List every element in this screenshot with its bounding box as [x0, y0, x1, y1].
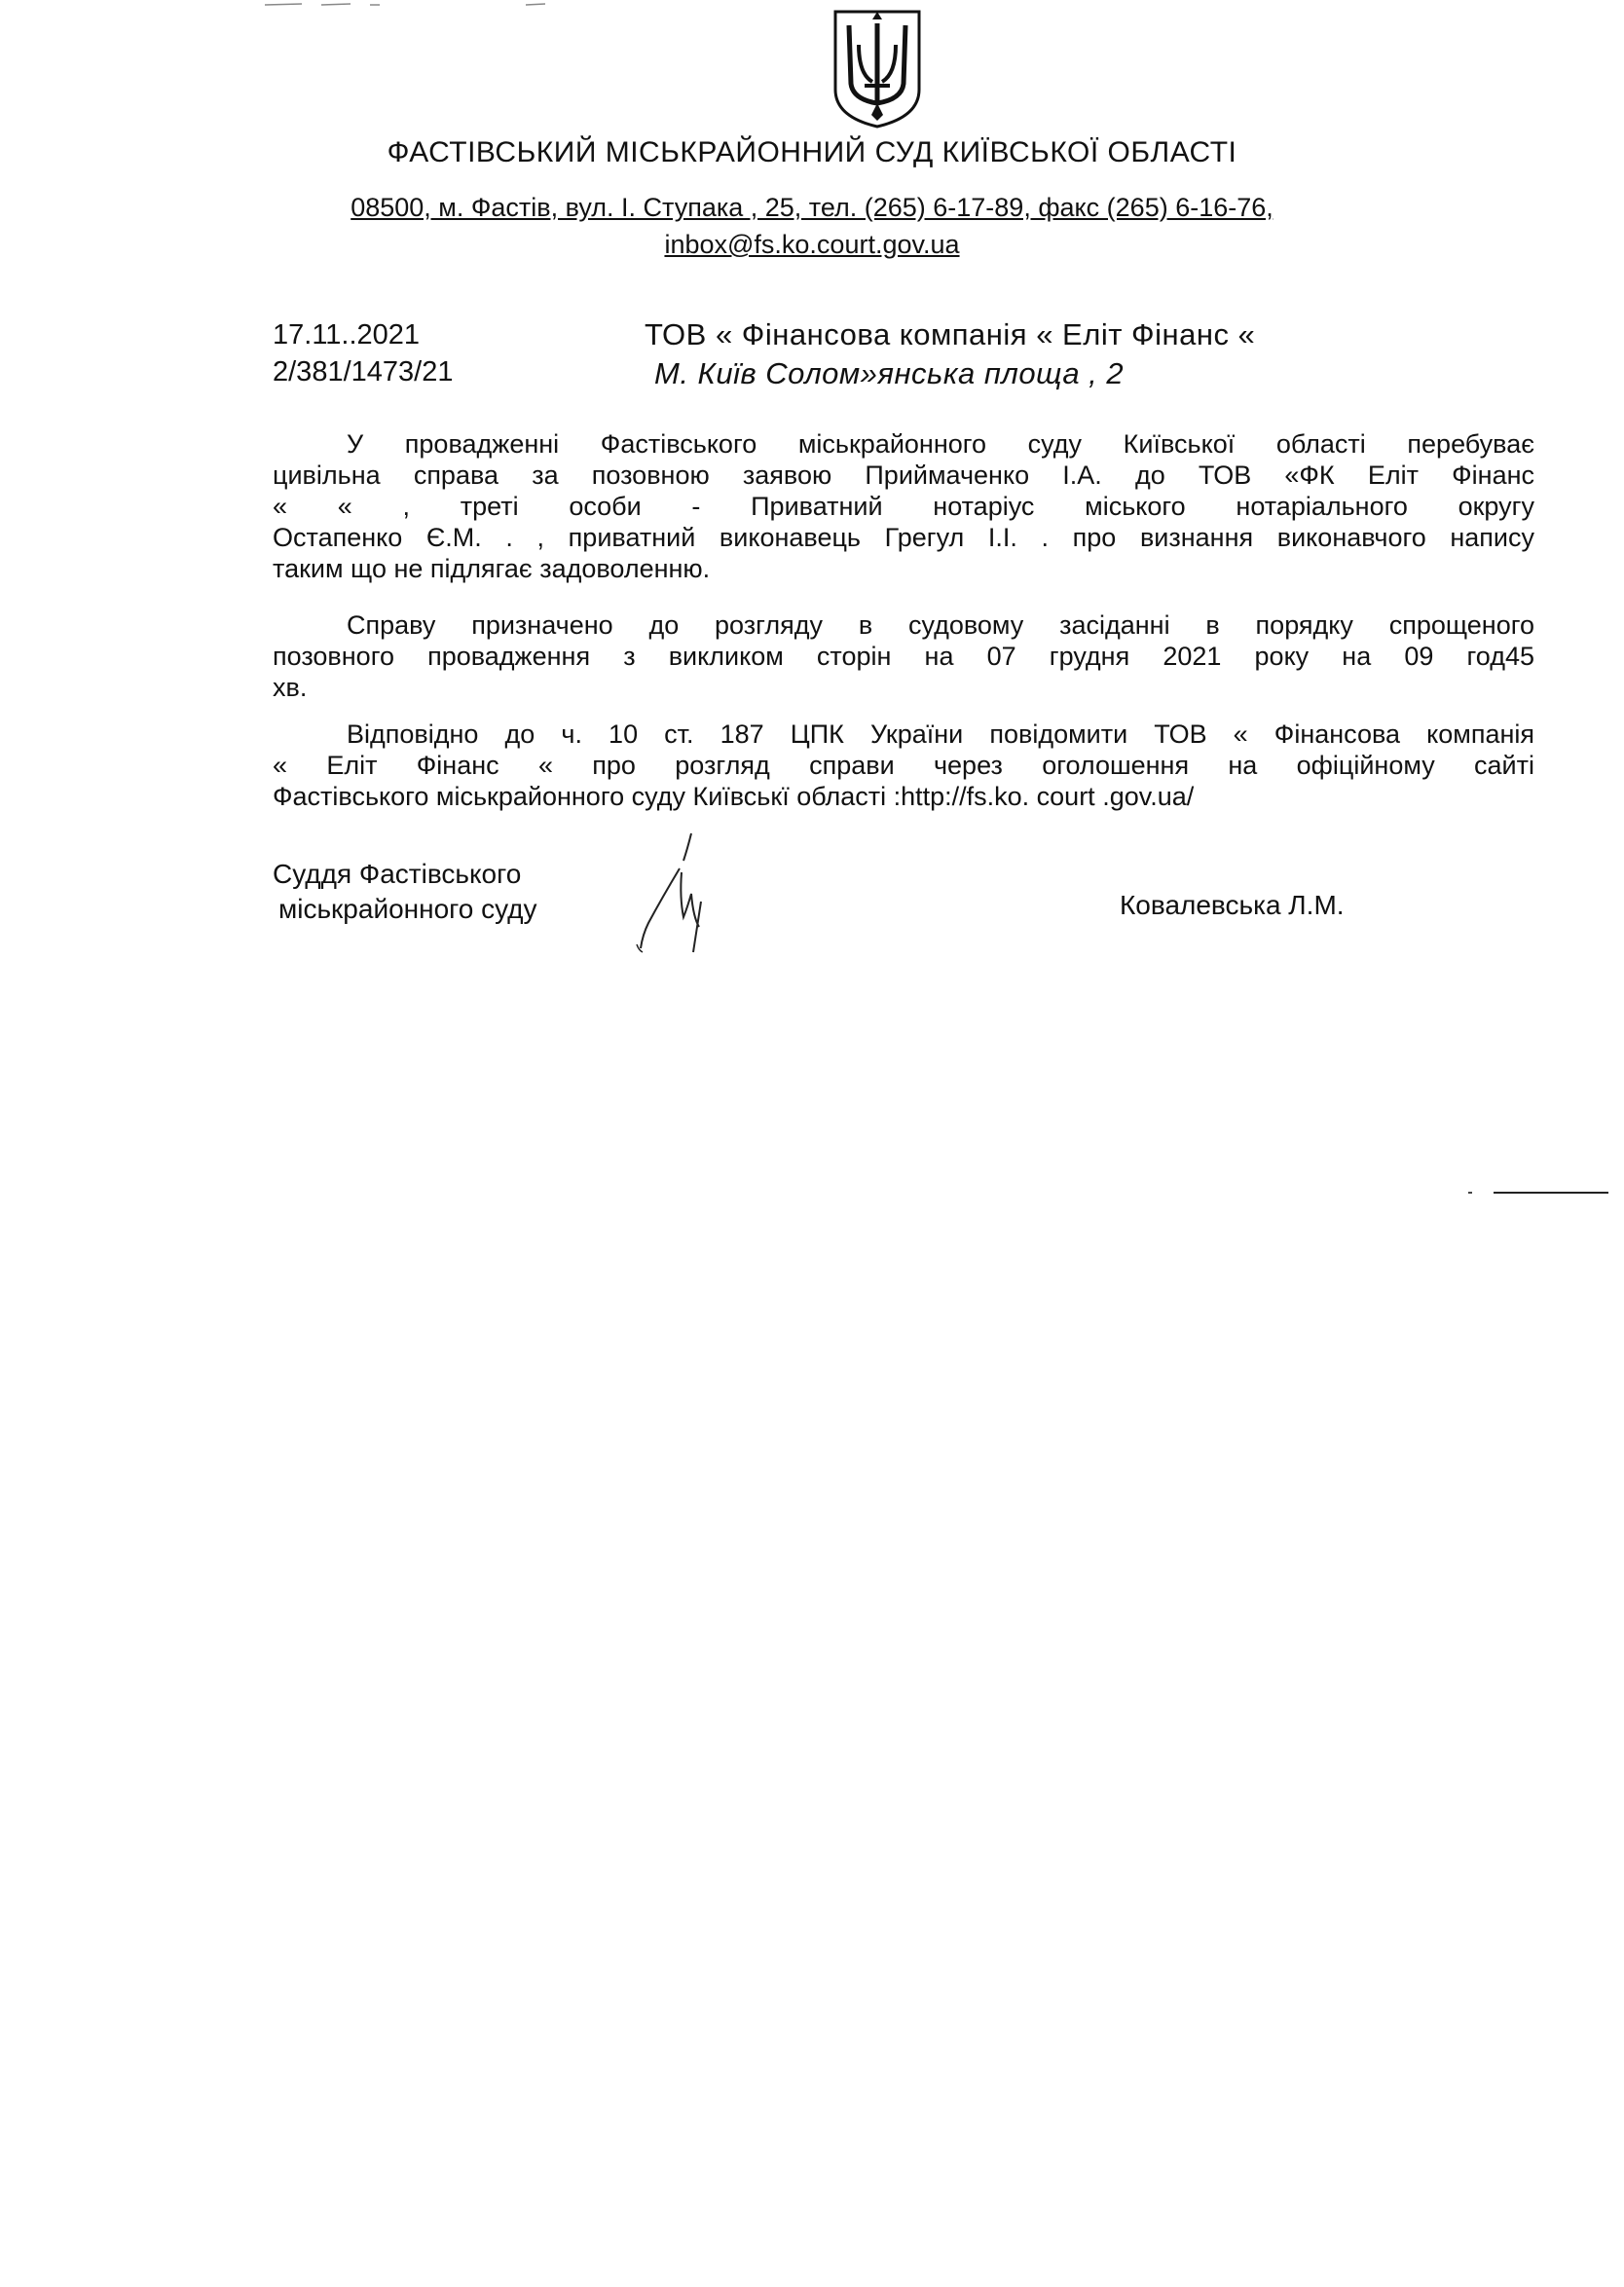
addressee-name: ТОВ « Фінансова компанія « Еліт Фінанс « — [645, 317, 1256, 351]
body-line: « Еліт Фінанс « про розгляд справи через оголошення на офіційному сайті — [273, 751, 1534, 780]
judge-name: Ковалевська Л.М. — [1120, 890, 1345, 920]
body-line: « « , треті особи - Приватний нотаріус міського нотаріального округу — [273, 492, 1534, 521]
body-line: хв. — [273, 673, 308, 702]
court-email: inbox@fs.ko.court.gov.ua — [664, 230, 960, 259]
body-line: Відповідно до ч. 10 ст. 187 ЦПК України повідомити ТОВ « Фінансова компанія — [347, 719, 1534, 749]
body-line: У провадженні Фастівського міськрайонного суду Київської області перебуває — [347, 429, 1534, 459]
trident-coat-of-arms-icon — [830, 6, 925, 130]
letter-date: 17.11..2021 — [273, 319, 421, 350]
body-line: цивільна справа за позовною заявою Приймаченко І.А. до ТОВ «ФК Еліт Фінанс — [273, 461, 1534, 490]
court-address: 08500, м. Фастів, вул. І. Ступака , 25, тел. (265) 6-17-89, факс (265) 6-16-76, — [351, 193, 1273, 222]
court-name-heading: ФАСТІВСЬКИЙ МІСЬКРАЙОННИЙ СУД КИЇВСЬКОЇ ОБЛАСТІ — [387, 136, 1237, 168]
body-line: Остапенко Є.М. . , приватний виконавець Грегул І.І. . про визнання виконавчого напису — [273, 523, 1534, 552]
scan-mark — [1468, 1192, 1472, 1194]
body-paragraph-3 — [273, 719, 1534, 812]
body-line: таким що не підлягає задоволенню. — [273, 554, 711, 583]
case-number: 2/381/1473/21 — [273, 356, 454, 387]
body-line: Фастівського міськрайонного суду Київськї області :http://fs.ko. court .gov.ua/ — [273, 782, 1195, 811]
body-paragraph-1 — [273, 428, 1534, 584]
margin-rule — [1494, 1192, 1608, 1194]
judge-title-line-2: міськрайонного суду — [278, 894, 537, 924]
scan-artifact — [263, 0, 574, 8]
addressee-address: М. Київ Солом»янська площа , 2 — [654, 356, 1125, 390]
handwritten-signature — [623, 830, 730, 956]
body-paragraph-2 — [273, 609, 1534, 703]
body-line: Справу призначено до розгляду в судовому засіданні в порядку спрощеного — [347, 610, 1534, 640]
judge-title-line-1: Суддя Фастівського — [273, 859, 522, 889]
body-line: позовного провадження з викликом сторін на 07 грудня 2021 року на 09 год45 — [273, 642, 1534, 671]
